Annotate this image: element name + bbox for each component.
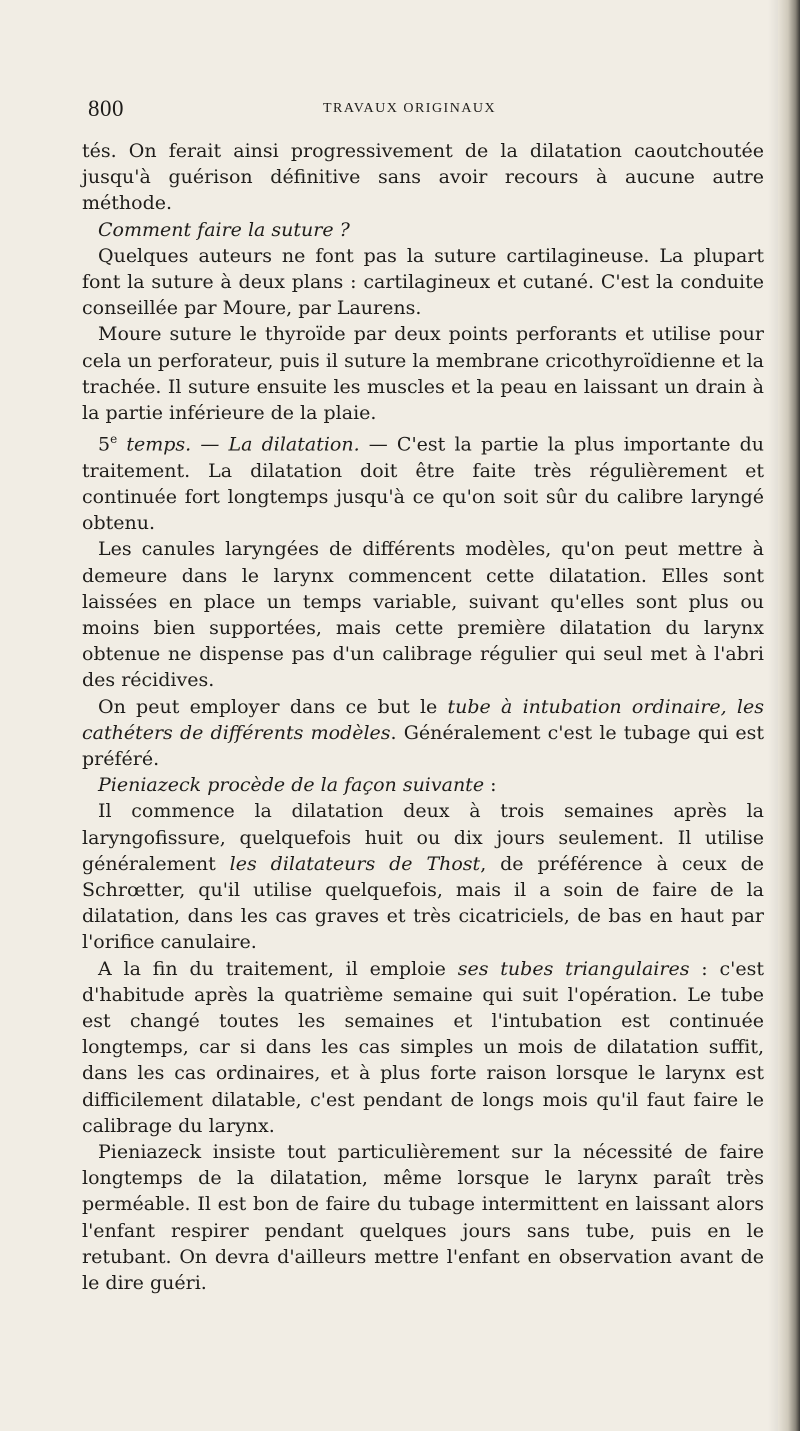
paragraph-continuation: tés. On ferait ainsi progressivement de la dilatation caoutchoutée jusqu'à guérison définitive sans avoir recours à aucune autre méthode. <box>82 140 764 215</box>
book-page-edge <box>778 0 800 1431</box>
subheading-pieniazeck <box>82 772 764 798</box>
body-text <box>82 138 764 1296</box>
paragraph-intubation <box>82 694 764 773</box>
paragraph-canules: Les canules laryngées de différents modèles, qu'on peut mettre à demeure dans le larynx commencent cette dilatation. Elles sont laissées en place un temps variable, suivant qu'elles sont plus ou moins bien supportées, mais cette première dilatation du larynx obtenue ne dispense pas d'un calibrage régulier qui seul met à l'abri des récidives. <box>82 538 764 692</box>
fin-traitement-text-b: : c'est d'habitude après la quatrième semaine qui suit l'opération. Le tube est changé toutes les semaines et l'intubation est continuée longtemps, car si dans les cas simples un mois de dilatation suffit, dans les cas ordinaires, et à plus forte raison lorsque le larynx est difficilement dilatable, c'est pendant de longs mois qu'il faut faire le calibrage du larynx. <box>82 957 764 1137</box>
page-edge-shadow <box>768 0 778 1431</box>
page-header <box>88 96 738 120</box>
running-head: TRAVAUX ORIGINAUX <box>323 101 497 116</box>
subheading-suture <box>82 217 764 243</box>
subheading-pieniazeck-colon: : <box>484 774 497 797</box>
paragraph-dilatation-section <box>82 426 764 536</box>
paragraph-fin-traitement <box>82 956 764 1139</box>
page-number: 800 <box>88 96 124 121</box>
fin-traitement-text-a: A la fin du traitement, il emploie <box>98 957 458 980</box>
section-text: — C'est la partie la plus importante du traitement. La dilatation doit être faite très régulièrement et continuée fort longtemps jusqu'à ce qu'on soit sûr du calibre laryngé obtenu. <box>82 433 764 535</box>
paragraph-pieniazeck-insiste: Pieniazeck insiste tout particulièrement sur la nécessité de faire longtemps de la dilatation, même lorsque le larynx paraît très perméable. Il est bon de faire du tubage intermittent en laissant alors l'enfant respirer pendant quelques jours sans tube, puis en le retubant. On devra d'ailleurs mettre l'enfant en observation avant de le dire guéri. <box>82 1141 764 1295</box>
section-number-superscript: e <box>110 432 118 447</box>
dilatation-start-italic: les dilatateurs de Thost <box>229 852 481 875</box>
intubation-text-b: . Généralement c'est le tubage qui est préféré. <box>82 721 765 770</box>
dilatation-start-text-a: Il commence la dilatation deux à trois semaines après la laryngofissure, quelquefois huit ou dix jours seulement. Il utilise généralement <box>82 800 764 875</box>
paragraph-dilatation-start <box>82 798 764 955</box>
dilatation-start-text-b: , de préférence à ceux de Schrœtter, qu'il utilise quelquefois, mais il a soin de faire de la dilatation, dans les cas graves et très cicatriciels, de bas en haut par l'orifice canulaire. <box>82 852 764 954</box>
intubation-italic: tube à intubation ordinaire, les cathéters de différents modèles <box>82 695 764 744</box>
subheading-pieniazeck-text: Pieniazeck procède de la façon suivante <box>98 774 485 797</box>
section-title: temps. — La dilatation. <box>126 433 360 456</box>
section-number: 5 <box>98 433 111 456</box>
paragraph-moure: Moure suture le thyroïde par deux points perforants et utilise pour cela un perforateur, puis il suture la membrane cricothyroïdienne et la trachée. Il suture ensuite les muscles et la peau en laissant un drain à la partie inférieure de la plaie. <box>82 323 764 425</box>
subheading-suture-text: Comment faire la suture ? <box>98 218 350 241</box>
paragraph-suture-plans: Quelques auteurs ne font pas la suture cartilagineuse. La plupart font la suture à deux plans : cartilagineux et cutané. C'est la conduite conseillée par Moure, par Laurens. <box>82 244 764 320</box>
fin-traitement-italic: ses tubes triangulaires <box>457 957 690 980</box>
intubation-text-a: On peut employer dans ce but le <box>98 695 448 718</box>
